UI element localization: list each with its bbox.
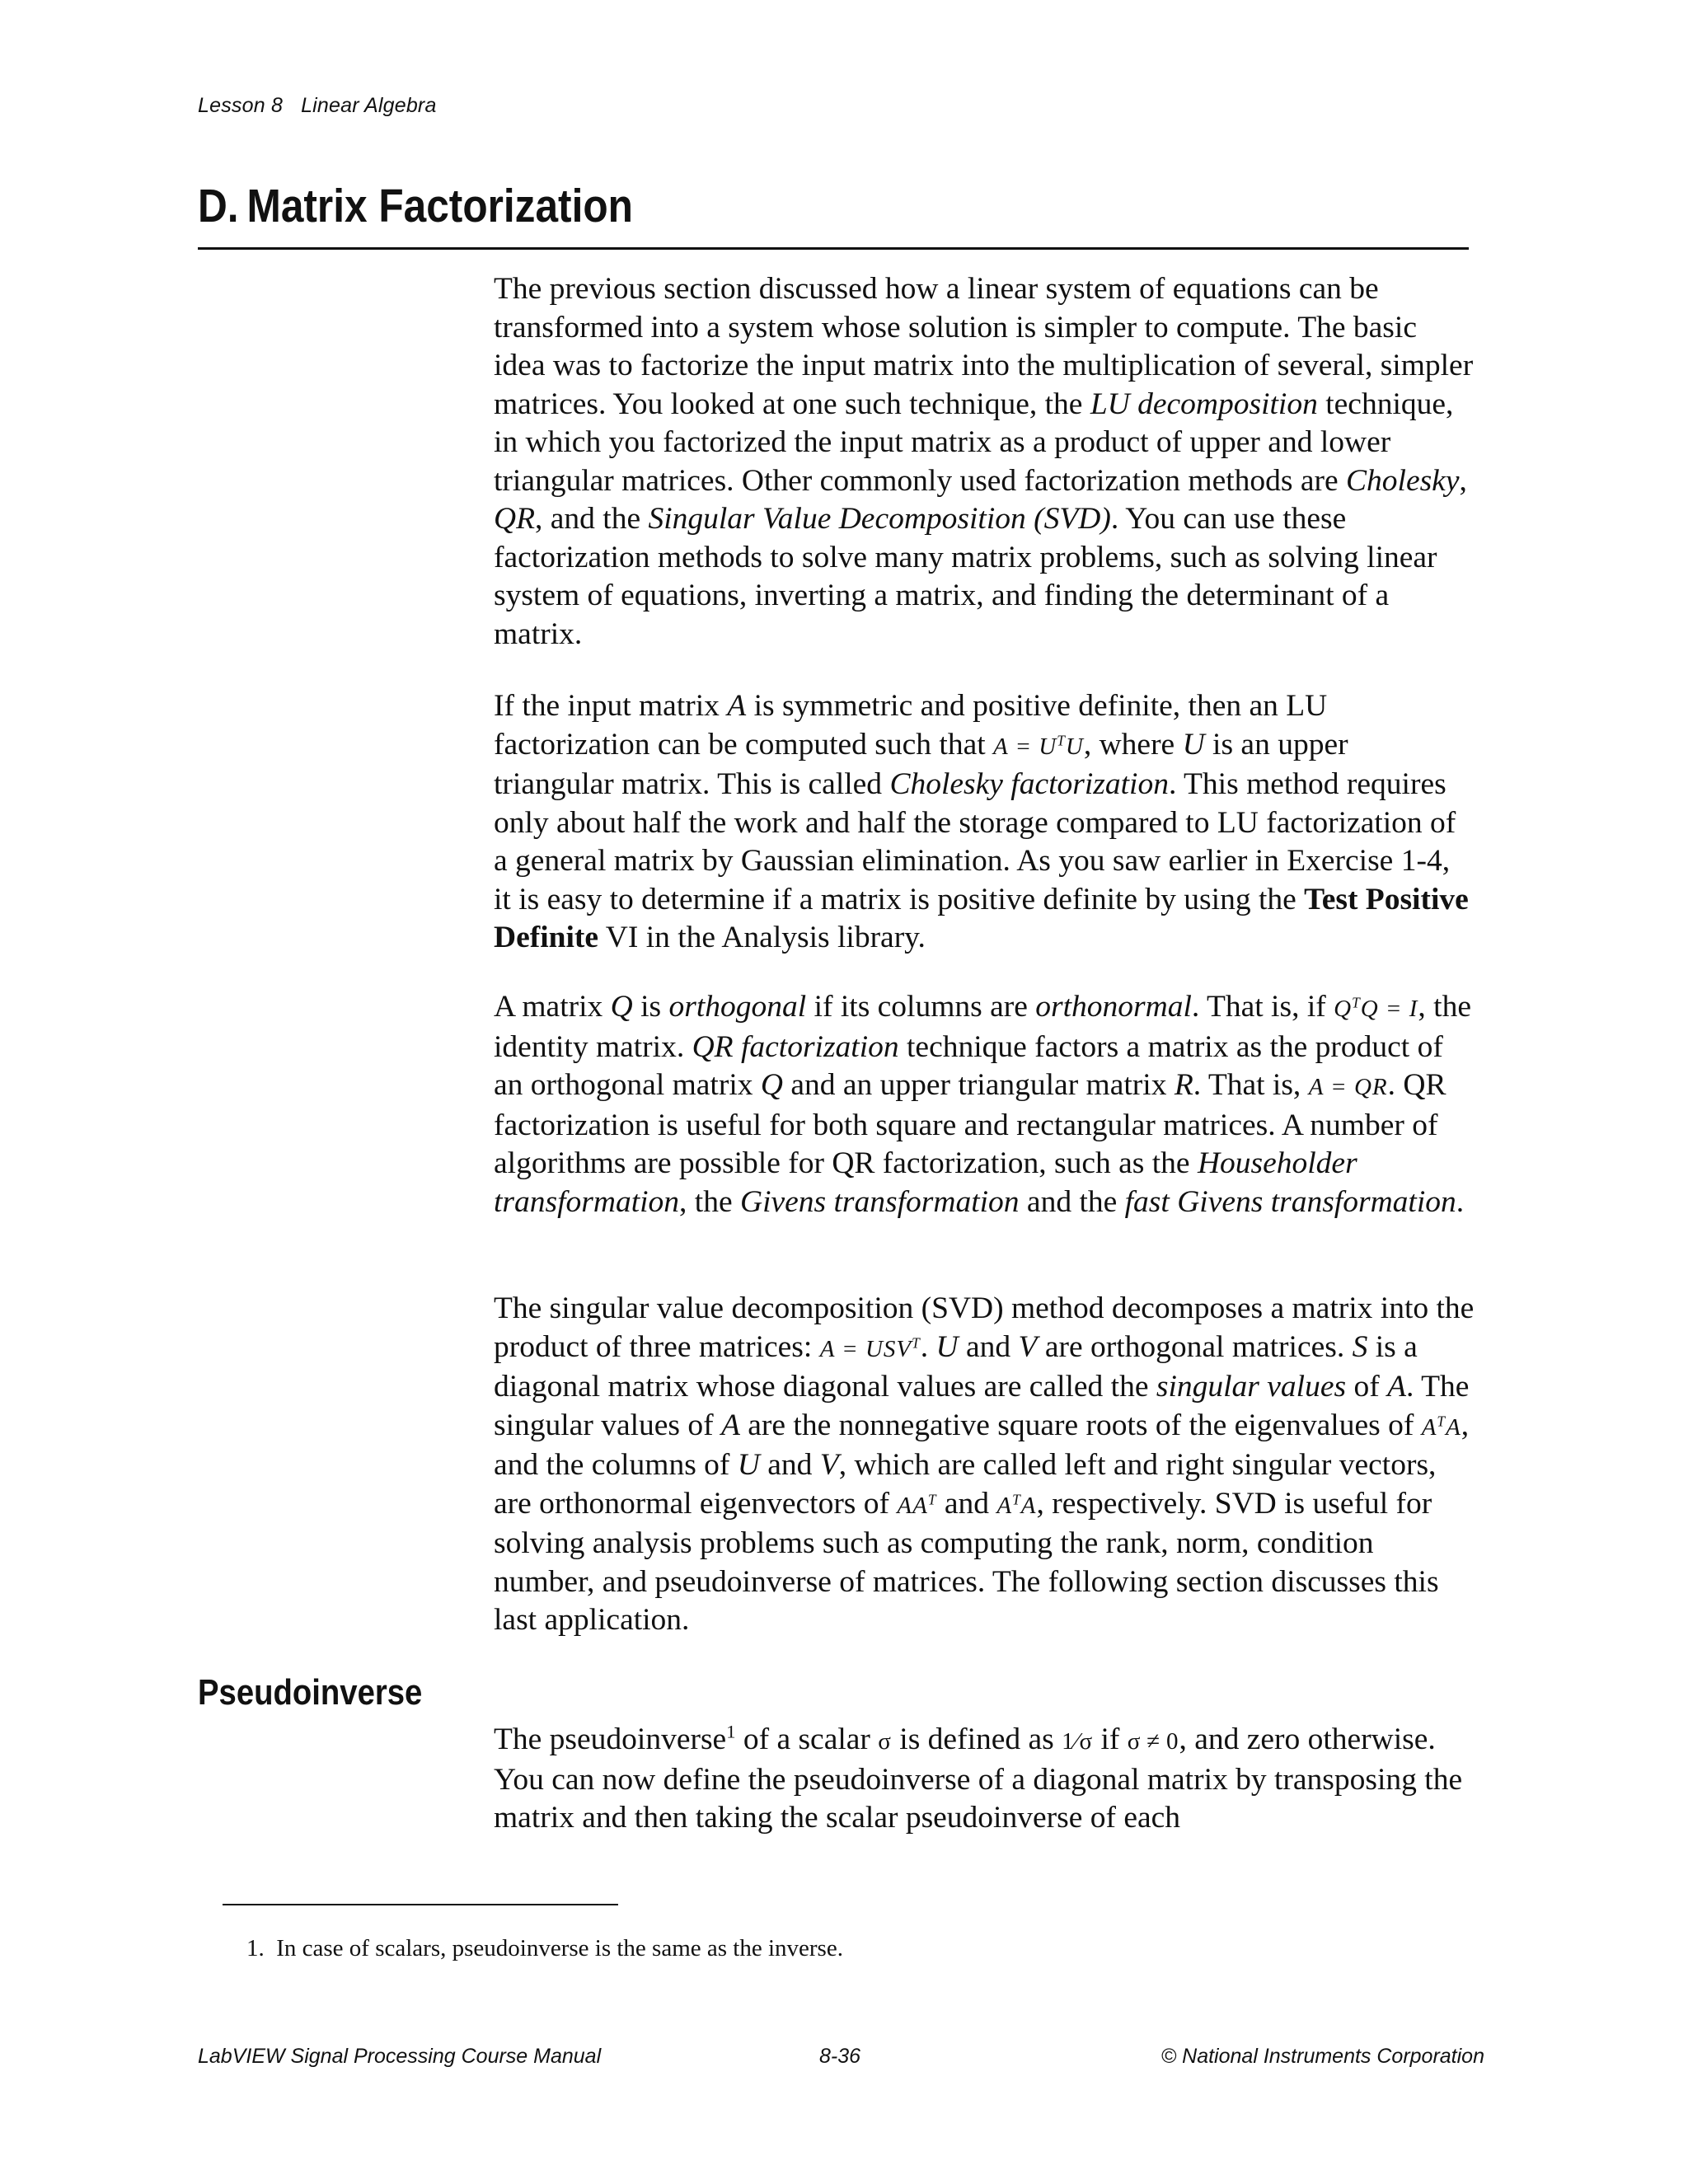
- equation: $AA^T$: [897, 1490, 937, 1519]
- footnote: [246, 1933, 843, 1963]
- footnote-text: In case of scalars, pseudoinverse is the same as the inverse.: [276, 1935, 843, 1961]
- paragraph-svd: The singular value decomposition (SVD) method decomposes a matrix into the product of three matrices: $A = USV^T$. U and V are orthogonal matrices. S is a diagonal matrix whose diagonal values are called the singular values of A. The singular values of A are the nonnegative square roots of the eigenvalues of $A^TA$, and the columns of U and V, which are called left and right singular vectors, are orthonormal eigenvectors of $AA^T$ and $A^TA$, respectively. SVD is useful for solving analysis problems such as computing the rank, norm, condition number, and pseudoinverse of matrices. The following section discusses this last application.: [494, 1291, 1475, 1637]
- equation: $A = U^TU$: [993, 731, 1084, 760]
- equation: 1⁄σ: [1062, 1728, 1094, 1755]
- header-lesson: Lesson 8: [198, 94, 284, 117]
- vi-name: Test Positive Definite: [494, 882, 1469, 954]
- paragraph-pseudoinverse: The pseudoinverse$^1$ of a scalar σ is defined as 1⁄σ if σ ≠ 0, and zero otherwise. You can now define the pseudoinverse of a diagonal matrix by transposing the matrix and then taking the scalar pseudoinverse of each: [494, 1721, 1463, 1835]
- running-header: [198, 94, 437, 118]
- equation: $A^TA$: [1421, 1412, 1461, 1441]
- equation: σ ≠ 0: [1127, 1728, 1179, 1755]
- footnote-marker: 1: [726, 1721, 736, 1742]
- paragraph-intro: The previous section discussed how a linear system of equations can be transformed into a system whose solution is simpler to compute. The basic idea was to factorize the input matrix into the multiplication of several, simpler matrices. You looked at one such technique, the LU decomposition technique, in which you factorized the input matrix as a product of upper and lower triangular matrices. Other commonly used factorization methods are Cholesky, QR, and the Singular Value Decomposition (SVD). You can use these factorization methods to solve many matrix problems, such as solving linear system of equations, inverting a matrix, and finding the determinant of a matrix.: [494, 272, 1474, 651]
- equation: A = QR: [1308, 1074, 1388, 1100]
- equation: $Q^TQ = I$: [1334, 994, 1418, 1022]
- section-title: D. Matrix Factorization: [198, 180, 633, 232]
- section-divider: [198, 247, 1469, 250]
- footnote-divider: [223, 1904, 618, 1905]
- header-topic: Linear Algebra: [301, 94, 437, 117]
- subsection-title: Pseudoinverse: [198, 1672, 423, 1713]
- paragraph-cholesky: If the input matrix A is symmetric and positive definite, then an LU factorization can be computed such that $A = U^TU$, where U is an upper triangular matrix. This is called Cholesky factorization. This method requires only about half the work and half the storage compared to LU factorization of a general matrix by Gaussian elimination. As you saw earlier in Exercise 1-4, it is easy to determine if a matrix is positive definite by using the Test Positive Definite VI in the Analysis library.: [494, 689, 1469, 954]
- equation: $A^TA$: [996, 1490, 1037, 1519]
- equation: $A = USV^T$: [819, 1333, 921, 1362]
- footer-copyright: © National Instruments Corporation: [1160, 2045, 1484, 2068]
- paragraph-qr: A matrix Q is orthogonal if its columns are orthonormal. That is, if $Q^TQ = I$, the identity matrix. QR factorization technique factors a matrix as the product of an orthogonal matrix Q and an upper triangular matrix R. That is, A = QR. QR factorization is useful for both square and rectangular matrices. A number of algorithms are possible for QR factorization, such as the Householder transformation, the Givens transformation and the fast Givens transformation.: [494, 990, 1471, 1219]
- footnote-number: 1.: [246, 1935, 265, 1961]
- footer-page-number: 8-36: [819, 2045, 861, 2068]
- footer-manual-title: LabVIEW Signal Processing Course Manual: [198, 2045, 602, 2068]
